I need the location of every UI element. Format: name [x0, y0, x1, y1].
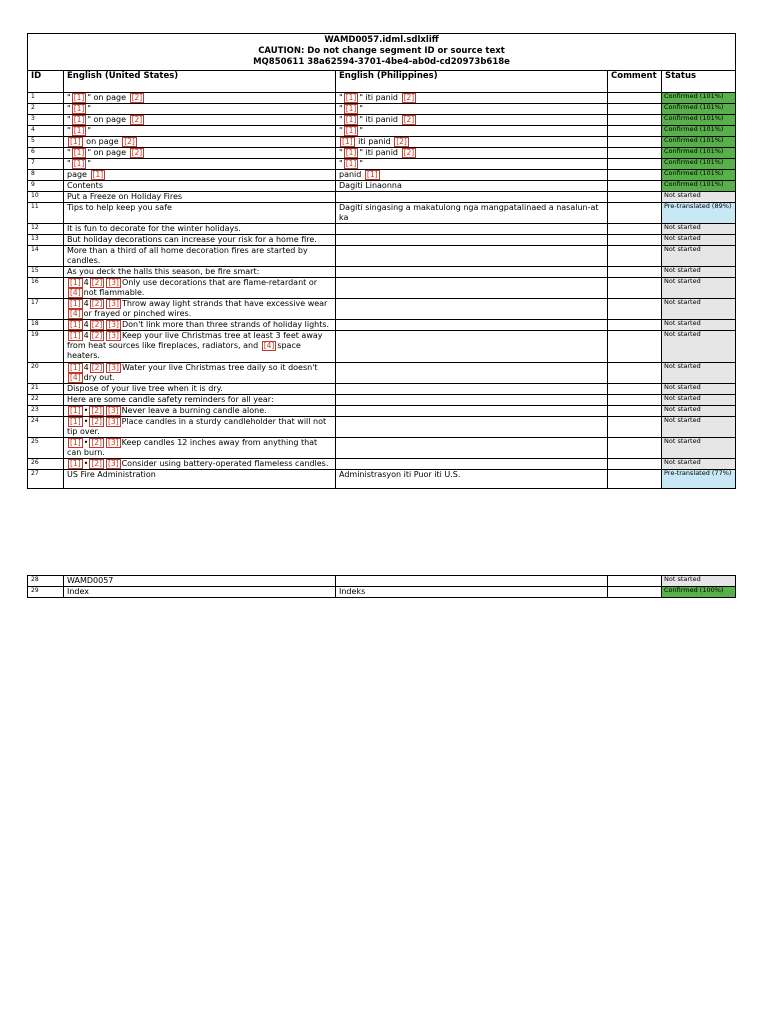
file-header — [28, 34, 736, 71]
source-text: " [1] " — [64, 126, 336, 137]
status-badge: Confirmed (101%) — [662, 115, 736, 126]
placeholder-tag: [3] — [108, 299, 119, 308]
placeholder-tag: [1] — [70, 459, 81, 468]
placeholder-tag: [1] — [345, 126, 357, 135]
segment-row[interactable] — [28, 170, 736, 181]
placeholder-tag: [3] — [107, 406, 119, 415]
status-badge: Not started — [662, 246, 736, 267]
segment-row[interactable] — [28, 203, 736, 224]
placeholder-tag: [1] — [73, 104, 85, 113]
segment-row[interactable] — [28, 235, 736, 246]
segment-row[interactable] — [28, 224, 736, 235]
source-text: " [1] " on page [2] — [64, 148, 336, 159]
target-text[interactable] — [336, 192, 608, 203]
status-badge: Not started — [662, 384, 736, 395]
comment-cell[interactable] — [608, 159, 662, 170]
target-text[interactable]: " [1] " — [336, 159, 608, 170]
comment-cell[interactable] — [608, 170, 662, 181]
target-text[interactable] — [336, 406, 608, 417]
status-badge: Not started — [662, 331, 736, 363]
placeholder-tag: [4] — [70, 309, 81, 318]
segment-id: 16 — [28, 278, 64, 299]
comment-cell[interactable] — [608, 104, 662, 115]
segment-row[interactable] — [28, 246, 736, 267]
source-text: Tips to help keep you safe — [64, 203, 336, 224]
status-badge: Not started — [662, 235, 736, 246]
source-text: " [1] " on page [2] — [64, 93, 336, 104]
segment-row[interactable] — [28, 278, 736, 299]
col-id: ID — [28, 71, 64, 93]
source-text: " [1] " — [64, 104, 336, 115]
status-badge: Not started — [662, 417, 736, 438]
placeholder-tag: [1] — [73, 148, 85, 157]
target-text[interactable] — [336, 320, 608, 331]
segment-row[interactable] — [28, 104, 736, 115]
comment-cell[interactable] — [608, 406, 662, 417]
segment-row[interactable] — [28, 148, 736, 159]
comment-cell[interactable] — [608, 278, 662, 299]
placeholder-tag: [1] — [73, 126, 85, 135]
segment-id: 12 — [28, 224, 64, 235]
target-text[interactable]: Indeks — [336, 587, 608, 598]
source-text: WAMD0057 — [64, 576, 336, 587]
source-text: [1] on page [2] — [64, 137, 336, 148]
source-text: Dispose of your live tree when it is dry. — [64, 384, 336, 395]
placeholder-tag: [1] — [345, 93, 357, 102]
target-text[interactable] — [336, 417, 608, 438]
col-target: English (Philippines) — [336, 71, 608, 93]
placeholder-tag: [1] — [70, 406, 81, 415]
source-text: More than a third of all home decoration fires are started by candles. — [64, 246, 336, 267]
comment-cell[interactable] — [608, 181, 662, 192]
placeholder-tag: [1] — [70, 320, 81, 329]
segment-id: 21 — [28, 384, 64, 395]
source-text: Index — [64, 587, 336, 598]
segment-row[interactable] — [28, 395, 736, 406]
segment-id: 20 — [28, 363, 64, 384]
status-badge: Not started — [662, 192, 736, 203]
placeholder-tag: [2] — [403, 115, 415, 124]
segment-id: 3 — [28, 115, 64, 126]
placeholder-tag: [2] — [91, 278, 103, 287]
status-badge: Not started — [662, 363, 736, 384]
placeholder-tag: [2] — [91, 299, 103, 308]
source-text: [1] • [2] [3] Never leave a burning candle alone. — [64, 406, 336, 417]
target-text[interactable]: " [1] " iti panid [2] — [336, 148, 608, 159]
source-text: Put a Freeze on Holiday Fires — [64, 192, 336, 203]
status-badge: Confirmed (101%) — [662, 181, 736, 192]
target-text[interactable] — [336, 395, 608, 406]
placeholder-tag: [2] — [131, 93, 143, 102]
status-badge: Not started — [662, 395, 736, 406]
placeholder-tag: [3] — [108, 363, 119, 372]
segment-id: 22 — [28, 395, 64, 406]
source-text: Contents — [64, 181, 336, 192]
status-badge: Confirmed (101%) — [662, 170, 736, 181]
status-badge: Confirmed (101%) — [662, 148, 736, 159]
status-badge: Confirmed (101%) — [662, 126, 736, 137]
col-status: Status — [662, 71, 736, 93]
comment-cell[interactable] — [608, 126, 662, 137]
segment-id: 9 — [28, 181, 64, 192]
target-text[interactable]: " [1] " iti panid [2] — [336, 93, 608, 104]
segment-id: 7 — [28, 159, 64, 170]
segment-id: 24 — [28, 417, 64, 438]
target-text[interactable]: panid [1] — [336, 170, 608, 181]
comment-cell[interactable] — [608, 299, 662, 320]
placeholder-tag: [1] — [70, 417, 81, 426]
segment-row[interactable] — [28, 181, 736, 192]
segment-rows — [28, 93, 736, 489]
comment-cell[interactable] — [608, 384, 662, 395]
placeholder-tag: [2] — [91, 331, 103, 340]
segment-id: 15 — [28, 267, 64, 278]
status-badge: Confirmed (101%) — [662, 104, 736, 115]
comment-cell[interactable] — [608, 438, 662, 459]
placeholder-tag: [2] — [403, 148, 415, 157]
target-text[interactable] — [336, 278, 608, 299]
target-text[interactable] — [336, 235, 608, 246]
segment-id: 14 — [28, 246, 64, 267]
segment-id: 23 — [28, 406, 64, 417]
comment-cell[interactable] — [608, 417, 662, 438]
comment-cell[interactable] — [608, 115, 662, 126]
placeholder-tag: [2] — [396, 137, 407, 146]
placeholder-tag: [1] — [70, 331, 81, 340]
source-text: [1] 4 [2] [3] Don't link more than three strands of holiday lights. — [64, 320, 336, 331]
source-text: [1] 4 [2] [3] Throw away light strands that have excessive wear [4] or frayed or pinched wires. — [64, 299, 336, 320]
placeholder-tag: [1] — [345, 159, 357, 168]
status-badge: Not started — [662, 267, 736, 278]
target-text[interactable]: [1] iti panid [2] — [336, 137, 608, 148]
source-text: [1] 4 [2] [3] Only use decorations that are flame-retardant or [4] not flammable. — [64, 278, 336, 299]
status-badge: Confirmed (101%) — [662, 159, 736, 170]
file-name: WAMD0057.idml.sdlxliff — [324, 35, 439, 45]
source-text: It is fun to decorate for the winter holidays. — [64, 224, 336, 235]
extra-segment-rows — [28, 576, 736, 598]
target-text[interactable] — [336, 299, 608, 320]
source-text: Here are some candle safety reminders for all year: — [64, 395, 336, 406]
placeholder-tag: [2] — [403, 93, 415, 102]
placeholder-tag: [2] — [91, 417, 102, 426]
segment-id: 28 — [28, 576, 64, 587]
source-text: [1] • [2] [3] Consider using battery-operated flameless candles. — [64, 459, 336, 470]
source-text: [1] 4 [2] [3] Water your live Christmas tree daily so it doesn't [4] dry out. — [64, 363, 336, 384]
target-text[interactable]: Dagiti singasing a makatulong nga mangpatalinaed a nasalun-at ka — [336, 203, 608, 224]
placeholder-tag: [1] — [92, 170, 104, 179]
source-text: [1] 4 [2] [3] Keep your live Christmas tree at least 3 feet away from heat sources like fireplaces, radiators, and [4] space heaters. — [64, 331, 336, 363]
placeholder-tag: [2] — [91, 438, 102, 447]
comment-cell[interactable] — [608, 459, 662, 470]
target-text[interactable]: Dagiti Linaonna — [336, 181, 608, 192]
placeholder-tag: [1] — [345, 148, 357, 157]
segment-id: 17 — [28, 299, 64, 320]
segment-id: 27 — [28, 470, 64, 489]
target-text[interactable] — [336, 459, 608, 470]
comment-cell[interactable] — [608, 395, 662, 406]
caution-text: CAUTION: Do not change segment ID or source text — [258, 46, 505, 56]
placeholder-tag: [3] — [108, 320, 119, 329]
source-text: " [1] " on page [2] — [64, 115, 336, 126]
column-headers — [28, 71, 736, 93]
segments-table — [27, 33, 736, 489]
target-text[interactable]: " [1] " iti panid [2] — [336, 115, 608, 126]
segment-row[interactable] — [28, 159, 736, 170]
segment-id: 18 — [28, 320, 64, 331]
comment-cell[interactable] — [608, 93, 662, 104]
placeholder-tag: [2] — [131, 148, 143, 157]
comment-cell[interactable] — [608, 470, 662, 489]
segment-id: 4 — [28, 126, 64, 137]
segment-row[interactable] — [28, 438, 736, 459]
segment-id: 2 — [28, 104, 64, 115]
segment-id: 26 — [28, 459, 64, 470]
segment-id: 5 — [28, 137, 64, 148]
placeholder-tag: [3] — [107, 459, 119, 468]
status-badge: Not started — [662, 320, 736, 331]
placeholder-tag: [4] — [263, 341, 275, 350]
segment-row[interactable] — [28, 470, 736, 489]
comment-cell[interactable] — [608, 224, 662, 235]
comment-cell[interactable] — [608, 267, 662, 278]
placeholder-tag: [3] — [108, 278, 119, 287]
comment-cell[interactable] — [608, 320, 662, 331]
status-badge: Not started — [662, 299, 736, 320]
placeholder-tag: [3] — [107, 438, 119, 447]
segment-row[interactable] — [28, 363, 736, 384]
segment-id: 19 — [28, 331, 64, 363]
placeholder-tag: [1] — [73, 115, 85, 124]
status-badge: Not started — [662, 224, 736, 235]
status-badge: Not started — [662, 438, 736, 459]
status-badge: Not started — [662, 459, 736, 470]
comment-cell[interactable] — [608, 235, 662, 246]
comment-cell[interactable] — [608, 587, 662, 598]
segment-row[interactable] — [28, 115, 736, 126]
segment-row[interactable] — [28, 192, 736, 203]
placeholder-tag: [1] — [366, 170, 378, 179]
placeholder-tag: [1] — [345, 115, 357, 124]
source-text: But holiday decorations can increase your risk for a home fire. — [64, 235, 336, 246]
placeholder-tag: [1] — [345, 104, 357, 113]
target-text[interactable]: " [1] " — [336, 104, 608, 115]
segment-row[interactable] — [28, 576, 736, 587]
target-text[interactable] — [336, 331, 608, 363]
comment-cell[interactable] — [608, 246, 662, 267]
comment-cell[interactable] — [608, 192, 662, 203]
segment-row[interactable] — [28, 137, 736, 148]
segment-row[interactable] — [28, 93, 736, 104]
source-text: [1] • [2] [3] Keep candles 12 inches away from anything that can burn. — [64, 438, 336, 459]
source-text: As you deck the halls this season, be fire smart: — [64, 267, 336, 278]
source-text: US Fire Administration — [64, 470, 336, 489]
placeholder-tag: [2] — [91, 406, 102, 415]
segment-row[interactable] — [28, 320, 736, 331]
comment-cell[interactable] — [608, 576, 662, 587]
segment-row[interactable] — [28, 587, 736, 598]
status-badge: Not started — [662, 406, 736, 417]
comment-cell[interactable] — [608, 148, 662, 159]
status-badge: Confirmed (101%) — [662, 93, 736, 104]
placeholder-tag: [1] — [73, 159, 85, 168]
target-text[interactable]: Administrasyon iti Puor iti U.S. — [336, 470, 608, 489]
status-badge: Not started — [662, 278, 736, 299]
placeholder-tag: [3] — [107, 417, 119, 426]
segment-id: 1 — [28, 93, 64, 104]
source-text: page [1] — [64, 170, 336, 181]
extra-segments-table — [27, 575, 736, 598]
comment-cell[interactable] — [608, 331, 662, 363]
segment-id: 6 — [28, 148, 64, 159]
col-comment: Comment — [608, 71, 662, 93]
target-text[interactable] — [336, 384, 608, 395]
document-id: MQ850611 38a62594-3701-4be4-ab0d-cd20973b618e — [253, 57, 510, 67]
target-text[interactable] — [336, 267, 608, 278]
status-badge: Confirmed (101%) — [662, 137, 736, 148]
comment-cell[interactable] — [608, 203, 662, 224]
placeholder-tag: [2] — [131, 115, 143, 124]
target-text[interactable] — [336, 438, 608, 459]
status-badge: Pre-translated (77%) — [662, 470, 736, 489]
segment-row[interactable] — [28, 331, 736, 363]
comment-cell[interactable] — [608, 137, 662, 148]
comment-cell[interactable] — [608, 363, 662, 384]
placeholder-tag: [1] — [342, 137, 353, 146]
placeholder-tag: [1] — [70, 363, 81, 372]
status-badge: Pre-translated (89%) — [662, 203, 736, 224]
placeholder-tag: [4] — [70, 288, 81, 297]
segment-id: 25 — [28, 438, 64, 459]
segment-row[interactable] — [28, 417, 736, 438]
source-text: [1] • [2] [3] Place candles in a sturdy candleholder that will not tip over. — [64, 417, 336, 438]
status-badge: Confirmed (100%) — [662, 587, 736, 598]
target-text[interactable] — [336, 363, 608, 384]
target-text[interactable] — [336, 224, 608, 235]
target-text[interactable] — [336, 246, 608, 267]
status-badge: Not started — [662, 576, 736, 587]
segment-row[interactable] — [28, 384, 736, 395]
placeholder-tag: [1] — [73, 93, 85, 102]
placeholder-tag: [1] — [70, 299, 81, 308]
segment-row[interactable] — [28, 406, 736, 417]
segment-row[interactable] — [28, 459, 736, 470]
target-text[interactable] — [336, 576, 608, 587]
placeholder-tag: [2] — [91, 363, 103, 372]
target-text[interactable]: " [1] " — [336, 126, 608, 137]
segment-id: 29 — [28, 587, 64, 598]
placeholder-tag: [1] — [70, 438, 81, 447]
placeholder-tag: [2] — [91, 320, 103, 329]
placeholder-tag: [2] — [124, 137, 135, 146]
col-source: English (United States) — [64, 71, 336, 93]
segment-id: 8 — [28, 170, 64, 181]
placeholder-tag: [1] — [70, 278, 81, 287]
placeholder-tag: [3] — [108, 331, 119, 340]
placeholder-tag: [1] — [70, 137, 81, 146]
segment-row[interactable] — [28, 267, 736, 278]
placeholder-tag: [4] — [70, 373, 81, 382]
segment-id: 13 — [28, 235, 64, 246]
placeholder-tag: [2] — [91, 459, 102, 468]
segment-id: 11 — [28, 203, 64, 224]
segment-row[interactable] — [28, 299, 736, 320]
source-text: " [1] " — [64, 159, 336, 170]
segment-row[interactable] — [28, 126, 736, 137]
segment-id: 10 — [28, 192, 64, 203]
